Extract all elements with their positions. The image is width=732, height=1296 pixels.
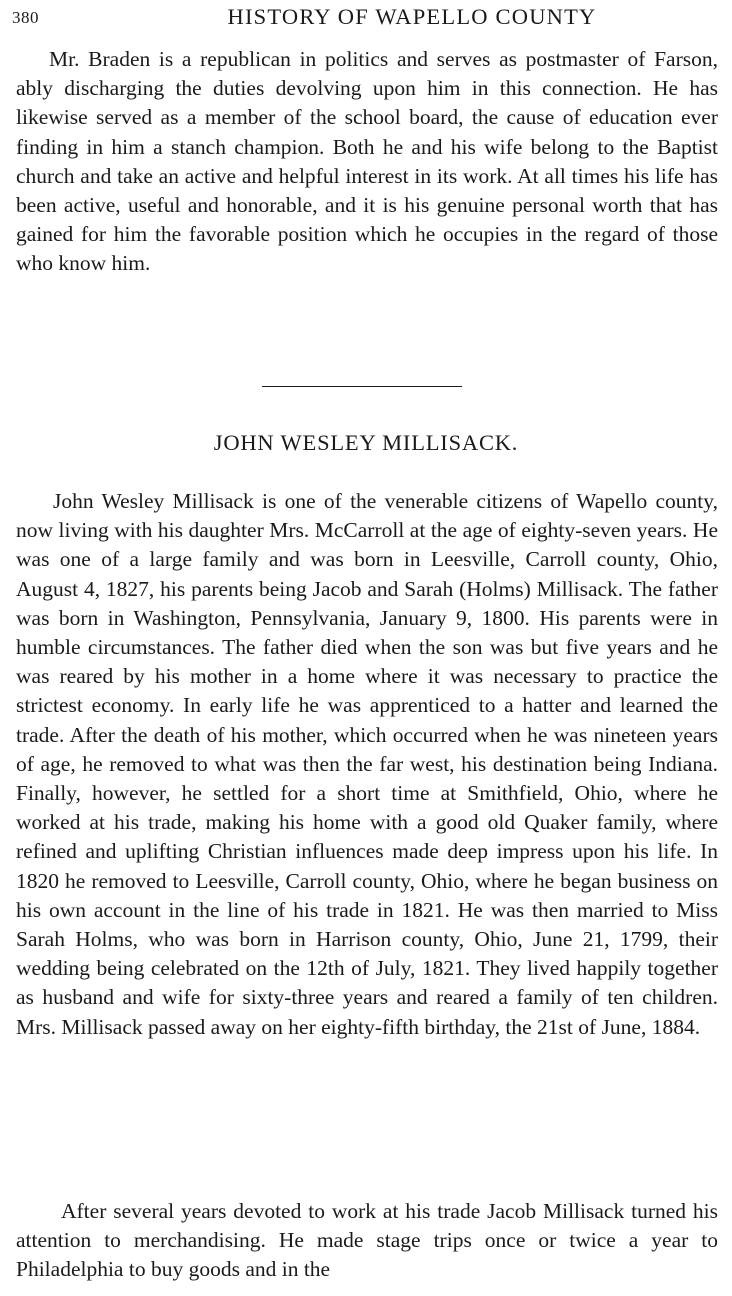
paragraph-braden: Mr. Braden is a republican in politics and serves as postmaster of Farson, ably discharging the duties devolving upon him in this connection. He has likewise served as a member of the school board, the cause of education ever finding in him a stanch champion. Both he and his wife belong to the Baptist church and take an active and helpful interest in its work. At all times his life has been active, useful and honorable, and it is his genuine personal worth that has gained for him the favorable position which he occupies in the regard of those who know him. (16, 47, 718, 276)
paragraph-millisack-merchandising: After several years devoted to work at his trade Jacob Millisack turned his attention to merchandising. He made stage trips once or twice a year to Philadelphia to buy goods and in the (16, 1199, 718, 1282)
page-header (12, 2, 722, 34)
section-divider (262, 386, 462, 387)
page-number: 380 (12, 8, 39, 27)
running-head: HISTORY OF WAPELLO COUNTY (227, 4, 597, 29)
section-title: JOHN WESLEY MILLISACK. (213, 430, 519, 455)
paragraph-millisack-biography: John Wesley Millisack is one of the venerable citizens of Wapello county, now living with his daughter Mrs. McCarroll at the age of eighty-seven years. He was one of a large family and was born in Leesville, Carroll county, Ohio, August 4, 1827, his parents being Jacob and Sarah (Holms) Millisack. The father was born in Washington, Pennsylvania, January 9, 1800. His parents were in humble circumstances. The father died when the son was but five years and he was reared by his mother in a home where it was necessary to practice the strictest economy. In early life he was apprenticed to a hatter and learned the trade. After the death of his mother, which occurred when he was nineteen years of age, he removed to what was then the far west, his destination being Indiana. Finally, however, he settled for a short time at Smithfield, Ohio, where he worked at his trade, making his home with a good old Quaker family, where refined and uplifting Christian influences made deep impress upon his life. In 1820 he removed to Leesville, Carroll county, Ohio, where he began business on his own account in the line of his trade in 1821. He was then married to Miss Sarah Holms, who was born in Harrison county, Ohio, June 21, 1799, their wedding being celebrated on the 12th of July, 1821. They lived happily together as husband and wife for sixty-three years and reared a family of ten children. Mrs. Millisack passed away on her eighty-fifth birthday, the 21st of June, 1884. (16, 489, 718, 1039)
